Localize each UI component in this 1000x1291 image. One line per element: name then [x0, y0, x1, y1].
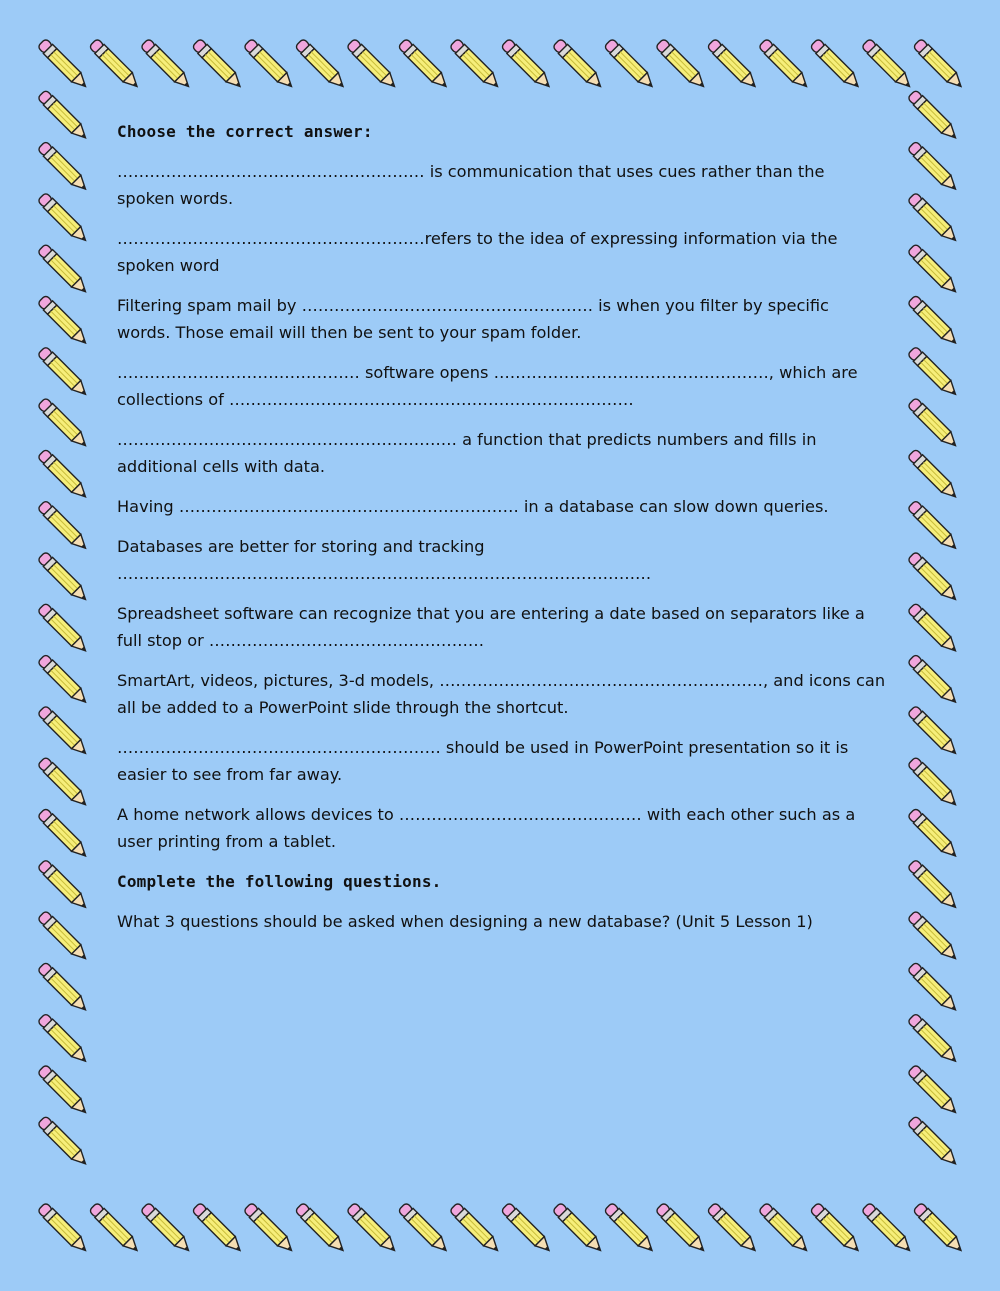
pencil-icon	[191, 38, 245, 92]
pencil-icon	[449, 38, 503, 92]
pencil-icon	[809, 38, 863, 92]
pencil-icon	[907, 910, 961, 964]
pencil-icon	[907, 859, 961, 913]
pencil-icon	[37, 756, 91, 810]
pencil-icon	[37, 243, 91, 297]
pencil-icon	[907, 807, 961, 861]
question-item-9: SmartArt, videos, pictures, 3-d models, ……………………………………………………, and icons can all be added to a PowerPoint slide through the shortcut.	[117, 671, 886, 717]
pencil-icon	[37, 1115, 91, 1169]
pencil-icon	[37, 551, 91, 605]
open-question: What 3 questions should be asked when designing a new database? (Unit 5 Lesson 1)	[117, 912, 813, 931]
pencil-icon	[37, 705, 91, 759]
pencil-icon	[140, 1202, 194, 1256]
pencil-icon	[655, 38, 709, 92]
pencil-icon	[552, 1202, 606, 1256]
pencil-icon	[907, 1013, 961, 1067]
pencil-icon	[907, 346, 961, 400]
pencil-icon	[907, 705, 961, 759]
pencil-icon	[907, 448, 961, 502]
pencil-icon	[861, 38, 915, 92]
pencil-icon	[294, 1202, 348, 1256]
pencil-icon	[397, 38, 451, 92]
pencil-icon	[706, 38, 760, 92]
pencil-icon	[37, 654, 91, 708]
pencil-icon	[37, 294, 91, 348]
pencil-icon	[37, 602, 91, 656]
pencil-icon	[37, 397, 91, 451]
question-item-6: Having ……………………………………………………… in a database can slow down queries.	[117, 497, 829, 516]
pencil-icon	[346, 1202, 400, 1256]
pencil-icon	[907, 756, 961, 810]
pencil-icon	[37, 1064, 91, 1118]
pencil-icon	[140, 38, 194, 92]
question-item-1: ………………………………………………… is communication that uses cues rather than the spoken words.	[117, 162, 825, 208]
pencil-icon	[191, 1202, 245, 1256]
pencil-icon	[907, 397, 961, 451]
pencil-icon	[243, 38, 297, 92]
pencil-icon	[37, 346, 91, 400]
pencil-icon	[907, 1064, 961, 1118]
pencil-icon	[907, 500, 961, 554]
pencil-icon	[907, 192, 961, 246]
pencil-icon	[907, 1115, 961, 1169]
question-item-7: Databases are better for storing and tracking ………………………………………………………………………………………	[117, 537, 652, 583]
pencil-icon	[500, 1202, 554, 1256]
pencil-icon	[500, 38, 554, 92]
question-item-4: ……………………………………… software opens ……………………………………………, which are collections of …………………………………………………………………	[117, 363, 858, 409]
question-item-8: Spreadsheet software can recognize that you are entering a date based on separators like a full stop or ……………………………………………	[117, 604, 865, 650]
worksheet	[117, 118, 887, 948]
pencil-icon	[37, 500, 91, 554]
question-item-2: …………………………………………………refers to the idea of expressing information via the spoken word	[117, 229, 838, 275]
pencil-icon	[37, 1202, 91, 1256]
pencil-icon	[449, 1202, 503, 1256]
pencil-icon	[907, 551, 961, 605]
instruction-heading: Choose the correct answer:	[117, 122, 373, 141]
question-item-10: …………………………………………………… should be used in PowerPoint presentation so it is easier to see from far away.	[117, 738, 849, 784]
pencil-icon	[912, 38, 966, 92]
pencil-icon	[907, 602, 961, 656]
pencil-icon	[37, 1013, 91, 1067]
pencil-icon	[809, 1202, 863, 1256]
pencil-icon	[37, 807, 91, 861]
pencil-icon	[552, 38, 606, 92]
pencil-icon	[907, 141, 961, 195]
pencil-icon	[907, 961, 961, 1015]
complete-heading: Complete the following questions.	[117, 872, 442, 891]
question-item-11: A home network allows devices to ……………………………………… with each other such as a user printing from a tablet.	[117, 805, 856, 851]
pencil-icon	[758, 38, 812, 92]
pencil-icon	[912, 1202, 966, 1256]
pencil-icon	[706, 1202, 760, 1256]
pencil-icon	[655, 1202, 709, 1256]
pencil-icon	[243, 1202, 297, 1256]
pencil-icon	[37, 192, 91, 246]
pencil-icon	[37, 961, 91, 1015]
pencil-icon	[88, 1202, 142, 1256]
question-item-3: Filtering spam mail by ……………………………………………… is when you filter by specific words. Those email will then be sent to your spam folder.	[117, 296, 829, 342]
pencil-icon	[861, 1202, 915, 1256]
pencil-icon	[37, 910, 91, 964]
pencil-icon	[603, 1202, 657, 1256]
pencil-icon	[758, 1202, 812, 1256]
pencil-icon	[88, 38, 142, 92]
pencil-icon	[346, 38, 400, 92]
question-item-5: ……………………………………………………… a function that predicts numbers and fills in additional cells with data.	[117, 430, 817, 476]
pencil-icon	[397, 1202, 451, 1256]
pencil-icon	[37, 89, 91, 143]
pencil-icon	[37, 141, 91, 195]
pencil-icon	[907, 294, 961, 348]
pencil-icon	[907, 243, 961, 297]
pencil-icon	[603, 38, 657, 92]
pencil-icon	[37, 448, 91, 502]
pencil-icon	[37, 38, 91, 92]
pencil-icon	[907, 89, 961, 143]
pencil-icon	[294, 38, 348, 92]
pencil-icon	[907, 654, 961, 708]
pencil-icon	[37, 859, 91, 913]
